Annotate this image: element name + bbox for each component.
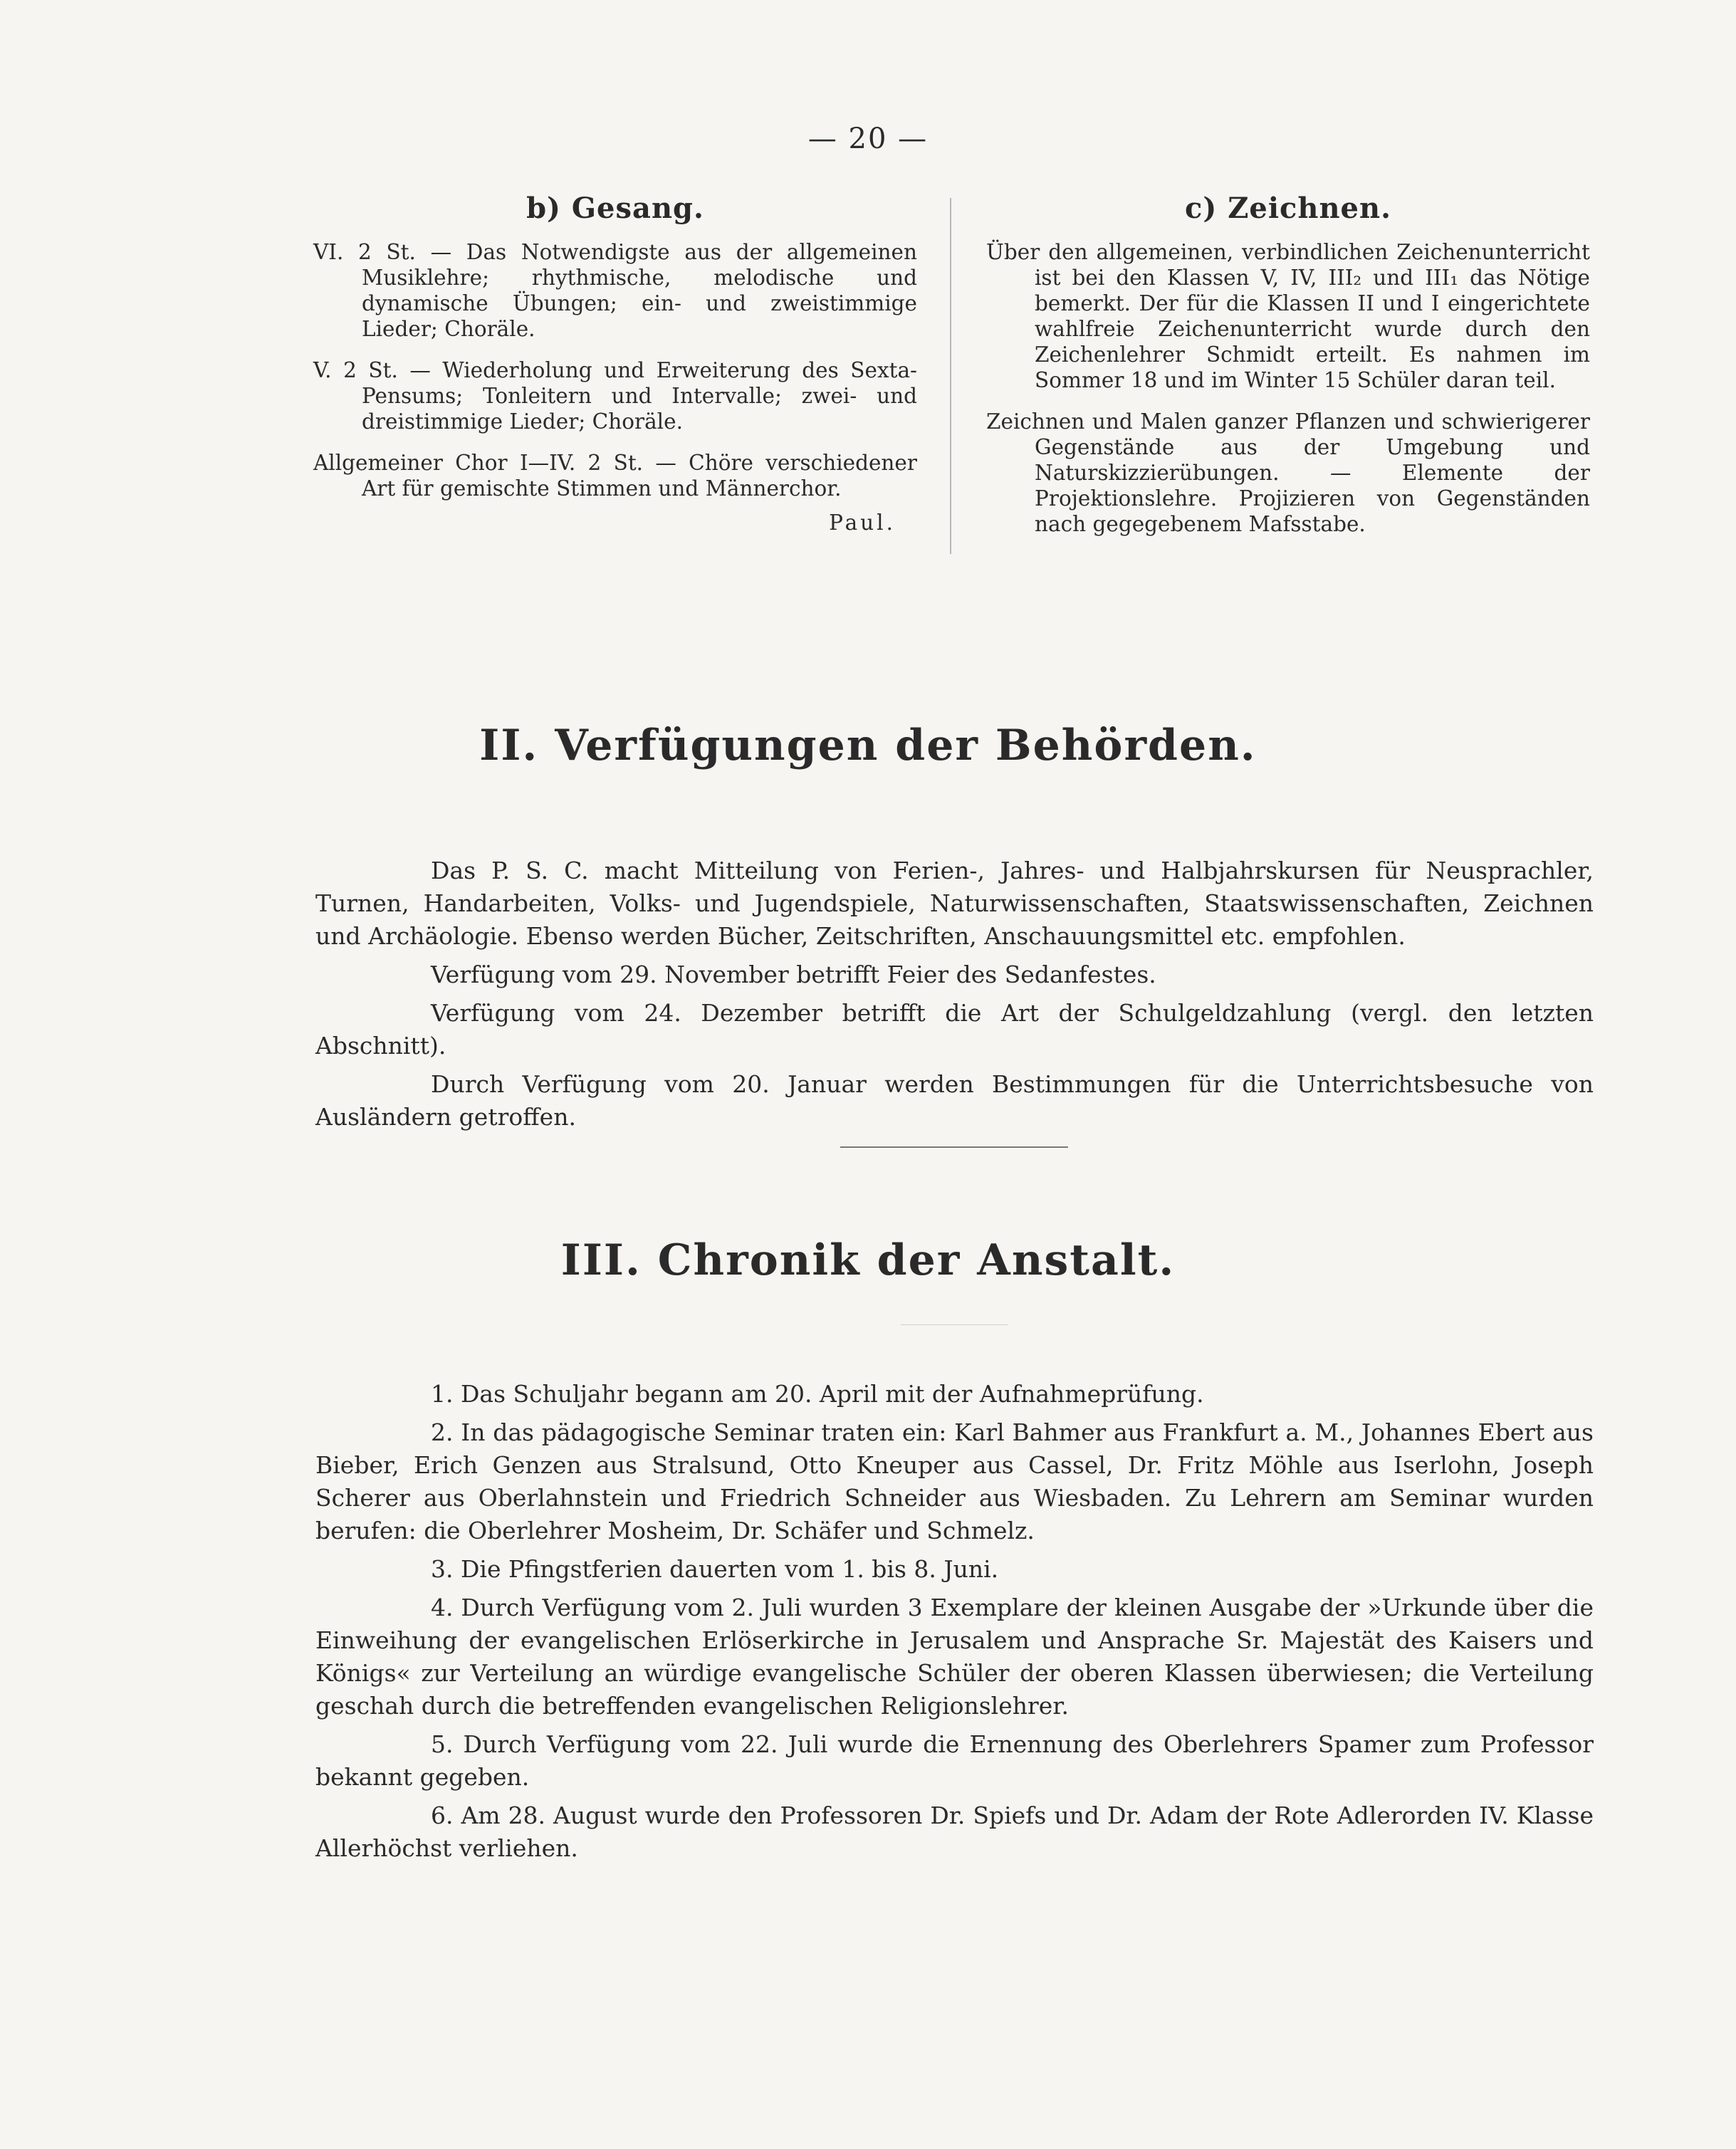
chronicle-item: 2. In das pädagogische Seminar traten ein: Karl Bahmer aus Frankfurt a. M., Johannes Ebert aus Bieber, Erich Genzen aus Stralsund, Otto Kneuper aus Cassel, Dr. Fritz Möhle aus Iserlohn, Joseph Scherer aus Oberlahnstein und Friedrich Schneider aus Wiesbaden. Zu Lehrern am Seminar wurden berufen: die Oberlehrer Mosheim, Dr. Schäfer und Schmelz. <box>315 1418 1594 1544</box>
chronicle-item: 4. Durch Verfügung vom 2. Juli wurden 3 Exemplare der kleinen Ausgabe der »Urkunde über die Einweihung der evangelischen Erlöserkirche in Jerusalem und Ansprache Sr. Majestät des Kaisers und Königs« zur Verteilung an würdige evangelische Schüler der oberen Klassen überwiesen; die Verteilung geschah durch die betreffenden evangelischen Religionslehrer. <box>315 1594 1594 1720</box>
section2-paragraph: Verfügung vom 29. November betrifft Feier des Sedanfestes. <box>431 961 1156 988</box>
page-number: — 20 — <box>807 122 929 155</box>
zeichnen-heading: c) Zeichnen. <box>1184 192 1392 225</box>
section3-body <box>315 1378 1594 1871</box>
gesang-signature: Paul. <box>829 511 896 535</box>
section2-body <box>315 854 1594 1139</box>
gesang-column <box>313 192 917 535</box>
gesang-entry: Allgemeiner Chor I—IV. 2 St. — Chöre verschiedener Art für gemischte Stimmen und Männerchor. <box>313 451 917 501</box>
gesang-heading: b) Gesang. <box>526 192 704 225</box>
section2-paragraph: Das P. S. C. macht Mitteilung von Ferien-, Jahres- und Halbjahrskursen für Neusprachler, Turnen, Handarbeiten, Volks- und Jugendspiele, Naturwissenschaften, Staatswissenschaften, Zeichnen und Archäologie. Ebenso werden Bücher, Zeitschriften, Anschauungsmittel etc. empfohlen. <box>315 857 1594 950</box>
chronicle-item: 5. Durch Verfügung vom 22. Juli wurde die Ernennung des Oberlehrers Spamer zum Professor bekannt gegeben. <box>315 1730 1594 1791</box>
chronicle-item: 1. Das Schuljahr begann am 20. April mit der Aufnahmeprüfung. <box>431 1380 1204 1408</box>
column-divider <box>950 198 951 554</box>
heading-underline <box>901 1324 1008 1325</box>
gesang-entry: V. 2 St. — Wiederholung und Erweiterung des Sexta-Pensums; Tonleitern und Intervalle; zwei- und dreistimmige Lieder; Choräle. <box>313 358 917 434</box>
chronicle-item: 6. Am 28. August wurde den Professoren Dr. Spiefs und Dr. Adam der Rote Adlerorden IV. Klasse Allerhöchst verliehen. <box>315 1802 1594 1862</box>
zeichnen-column <box>986 192 1590 553</box>
section-divider-rule <box>840 1146 1068 1148</box>
section2-paragraph: Durch Verfügung vom 20. Januar werden Bestimmungen für die Unterrichtsbesuche von Ausländern getroffen. <box>315 1070 1594 1131</box>
section2-paragraph: Verfügung vom 24. Dezember betrifft die Art der Schulgeldzahlung (vergl. den letzten Abschnitt). <box>315 999 1594 1060</box>
zeichnen-entry: Zeichnen und Malen ganzer Pflanzen und schwierigerer Gegenstände aus der Umgebung und Naturskizzierübungen. — Elemente der Projektionslehre. Projizieren von Gegenständen nach gegegebenem Mafsstabe. <box>986 409 1590 536</box>
section2-heading: II. Verfügungen der Behörden. <box>479 721 1257 770</box>
chronicle-item: 3. Die Pfingstferien dauerten vom 1. bis 8. Juni. <box>431 1555 999 1583</box>
gesang-entry: VI. 2 St. — Das Notwendigste aus der allgemeinen Musiklehre; rhythmische, melodische und dynamische Übungen; ein- und zweistimmige Lieder; Choräle. <box>313 240 917 341</box>
section3-heading: III. Chronik der Anstalt. <box>560 1235 1176 1285</box>
zeichnen-entry: Über den allgemeinen, verbindlichen Zeichenunterricht ist bei den Klassen V, IV, III₂ und III₁ das Nötige bemerkt. Der für die Klassen II und I eingerichtete wahlfreie Zeichenunterricht wurde durch den Zeichenlehrer Schmidt erteilt. Es nahmen im Sommer 18 und im Winter 15 Schüler daran teil. <box>986 240 1590 392</box>
